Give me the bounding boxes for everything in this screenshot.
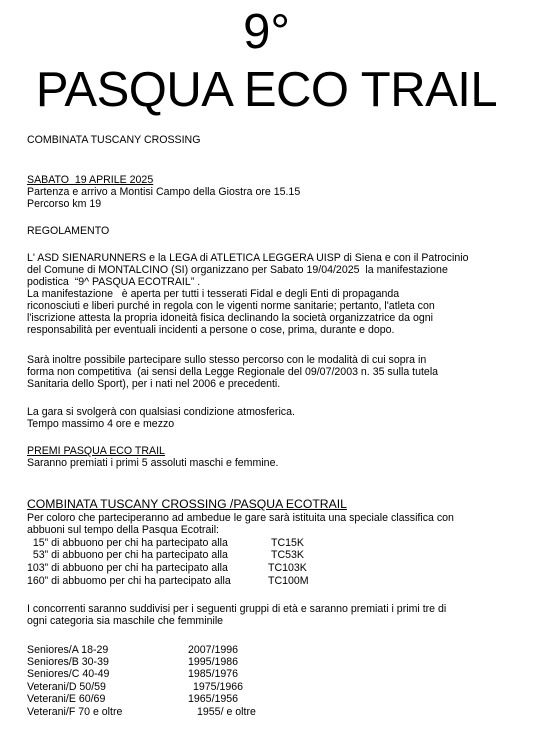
regulation-heading: REGOLAMENTO bbox=[27, 225, 110, 237]
text-line: L' ASD SIENARUNNERS e la LEGA di ATLETICA LEGGERA UISP di Siena e con il Patrocinio bbox=[27, 252, 469, 264]
category-name: Seniores/A 18-29 bbox=[27, 644, 109, 656]
category-years: 2007/1996 bbox=[188, 644, 239, 656]
text-line: La gara si svolgerà con qualsiasi condizione atmosferica. bbox=[27, 406, 295, 418]
prizes-line: Saranno premiati i primi 5 assoluti maschi e femmine. bbox=[27, 457, 279, 469]
bonus-text: 53” di abbuono per chi ha partecipato alla bbox=[27, 549, 228, 561]
text-line: Per coloro che parteciperanno ad ambedue le gare sarà istituita una speciale classifica con bbox=[27, 512, 454, 524]
text-line: La manifestazione è aperta per tutti i tesserati Fidal e degli Enti di propaganda bbox=[27, 288, 400, 300]
bonus-race: TC15K bbox=[271, 537, 304, 549]
course-line: Percorso km 19 bbox=[27, 198, 102, 210]
bonus-text: 160” di abbuomo per chi ha partecipato alla bbox=[27, 575, 231, 587]
bonus-race: TC100M bbox=[268, 575, 309, 587]
text-line: podistica “9^ PASQUA ECOTRAIL” . bbox=[27, 276, 201, 288]
category-name: Seniores/B 30-39 bbox=[27, 656, 109, 668]
text-line: ogni categoria sia maschile che femminile bbox=[27, 615, 224, 627]
category-years: 1965/1956 bbox=[188, 693, 239, 705]
text-line: riconosciuti e liberi purché in regola con le vigenti norme sanitarie; pertanto, l'atleta con bbox=[27, 300, 435, 312]
bonus-race: TC103K bbox=[268, 562, 307, 574]
prizes-heading: PREMI PASQUA ECO TRAIL bbox=[27, 445, 165, 457]
text-line: Tempo massimo 4 ore e mezzo bbox=[27, 418, 175, 430]
title-number: 9° bbox=[243, 5, 290, 59]
start-line: Partenza e arrivo a Montisi Campo della Giostra ore 15.15 bbox=[27, 186, 301, 198]
text-line: forma non competitiva (ai sensi della Legge Regionale del 09/07/2003 n. 35 sulla tutela bbox=[27, 366, 439, 378]
text-line: Sanitaria dello Sport), per i nati nel 2006 e precedenti. bbox=[27, 378, 281, 390]
bonus-race: TC53K bbox=[271, 549, 304, 561]
title-name: PASQUA ECO TRAIL bbox=[35, 63, 498, 117]
text-line: del Comune di MONTALCINO (SI) organizzano per Sabato 19/04/2025 la manifestazione bbox=[27, 264, 448, 276]
category-years: 1955/ e oltre bbox=[197, 706, 256, 718]
category-name: Veterani/F 70 e oltre bbox=[27, 706, 123, 718]
text-line: I concorrenti saranno suddivisi per i seguenti gruppi di età e saranno premiati i primi tre di bbox=[27, 603, 447, 615]
subtitle: COMBINATA TUSCANY CROSSING bbox=[27, 134, 201, 146]
category-name: Veterani/E 60/69 bbox=[27, 693, 106, 705]
text-line: Sarà inoltre possibile partecipare sullo stesso percorso con le modalità di cui sopra in bbox=[27, 354, 427, 366]
text-line: responsabilità per eventuali incidenti a persone o cose, prima, durante e dopo. bbox=[27, 324, 395, 336]
category-years: 1985/1976 bbox=[188, 668, 239, 680]
combined-heading: COMBINATA TUSCANY CROSSING /PASQUA ECOTRAIL bbox=[27, 497, 347, 511]
bonus-text: 103” di abbuono per chi ha partecipato alla bbox=[27, 562, 228, 574]
category-years: 1995/1986 bbox=[188, 656, 239, 668]
category-name: Veterani/D 50/59 bbox=[27, 681, 106, 693]
date-heading: SABATO 19 APRILE 2025 bbox=[27, 174, 154, 186]
category-name: Seniores/C 40-49 bbox=[27, 668, 110, 680]
bonus-text: 15” di abbuono per chi ha partecipato alla bbox=[27, 537, 228, 549]
text-line: abbuoni sul tempo della Pasqua Ecotrail: bbox=[27, 524, 219, 536]
category-years: 1975/1966 bbox=[193, 681, 244, 693]
text-line: l'iscrizione attesta la propria idoneità fisica declinando la società organizzatrice da ogni bbox=[27, 312, 433, 324]
